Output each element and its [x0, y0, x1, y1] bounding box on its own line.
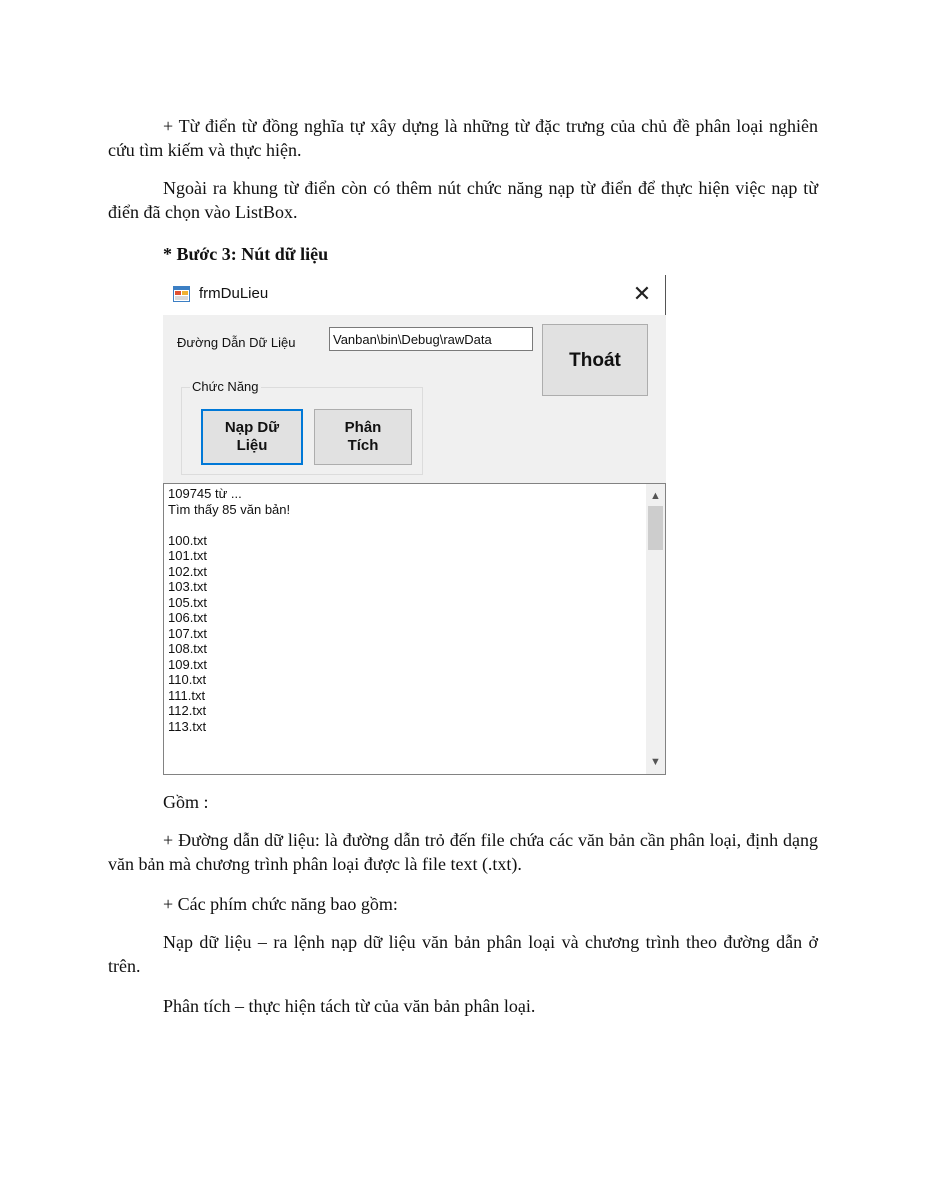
form-window: [163, 275, 666, 775]
load-data-label-line1: Nạp Dữ: [224, 419, 280, 436]
list-item[interactable]: 101.txt: [168, 548, 208, 563]
path-label: Đường Dẫn Dữ Liệu: [177, 335, 296, 350]
load-data-label-line2: Liệu: [236, 437, 268, 454]
form-client-area: [163, 315, 666, 483]
paragraph-synonym-dictionary: + Từ điển từ đồng nghĩa tự xây dựng là những từ đặc trưng của chủ đề phân loại nghiên cứu tìm kiếm và thực hiện.: [108, 116, 818, 160]
scroll-thumb[interactable]: [648, 506, 663, 550]
analyze-button[interactable]: [314, 409, 412, 465]
list-item[interactable]: 100.txt: [168, 532, 208, 548]
list-item[interactable]: Tìm thấy 85 văn bản!: [168, 501, 291, 517]
load-data-button[interactable]: [201, 409, 303, 465]
scroll-up-icon[interactable]: ▲: [650, 490, 661, 502]
window-title: frmDuLieu: [199, 285, 269, 302]
window-edge: [665, 275, 666, 315]
list-item[interactable]: 109745 từ ...: [168, 486, 242, 501]
path-input[interactable]: Vanban\bin\Debug\rawData: [329, 327, 533, 351]
function-group-caption: Chức Năng: [192, 379, 259, 394]
paragraph-load-data: Nạp dữ liệu – ra lệnh nạp dữ liệu văn bản phân loại và chương trình theo đường dẫn ở trên.: [108, 932, 818, 976]
list-item[interactable]: 107.txt: [168, 625, 208, 641]
analyze-label-line1: Phân: [344, 419, 382, 436]
section-heading: * Bước 3: Nút dữ liệu: [163, 244, 329, 264]
output-listbox[interactable]: [163, 483, 666, 775]
paragraph-analyze: Phân tích – thực hiện tách từ của văn bản phân loại.: [163, 996, 536, 1016]
paragraph-data-path: + Đường dẫn dữ liệu: là đường dẫn trỏ đến file chứa các văn bản cần phân loại, định dạng văn bản mà chương trình phân loại được là file text (.txt).: [108, 830, 818, 874]
list-item[interactable]: 111.txt: [168, 687, 206, 703]
list-item[interactable]: 113.txt: [168, 718, 207, 734]
scroll-down-icon[interactable]: ▼: [650, 756, 661, 768]
listbox-scrollbar[interactable]: [646, 484, 665, 774]
paragraph-load-dictionary: Ngoài ra khung từ điển còn có thêm nút chức năng nạp từ điển để thực hiện việc nạp từ điển đã chọn vào ListBox.: [108, 178, 818, 222]
analyze-label-line2: Tích: [347, 437, 379, 454]
list-item[interactable]: 108.txt: [168, 641, 208, 656]
exit-button[interactable]: Thoát: [542, 324, 648, 396]
list-item[interactable]: 102.txt: [168, 563, 208, 579]
title-bar: [163, 275, 666, 315]
app-icon: [173, 286, 190, 302]
paragraph-function-keys: + Các phím chức năng bao gồm:: [163, 894, 398, 914]
list-item[interactable]: [168, 517, 638, 533]
paragraph-includes: Gồm :: [163, 792, 209, 812]
list-item[interactable]: 105.txt: [168, 594, 208, 610]
list-item[interactable]: 110.txt: [168, 672, 207, 687]
list-item[interactable]: 103.txt: [168, 579, 208, 594]
list-item[interactable]: 112.txt: [168, 703, 207, 718]
list-item[interactable]: 109.txt: [168, 656, 208, 672]
listbox-items: [168, 486, 638, 734]
list-item[interactable]: 106.txt: [168, 610, 208, 625]
function-groupbox: [181, 379, 423, 475]
close-icon[interactable]: ✕: [632, 281, 652, 306]
